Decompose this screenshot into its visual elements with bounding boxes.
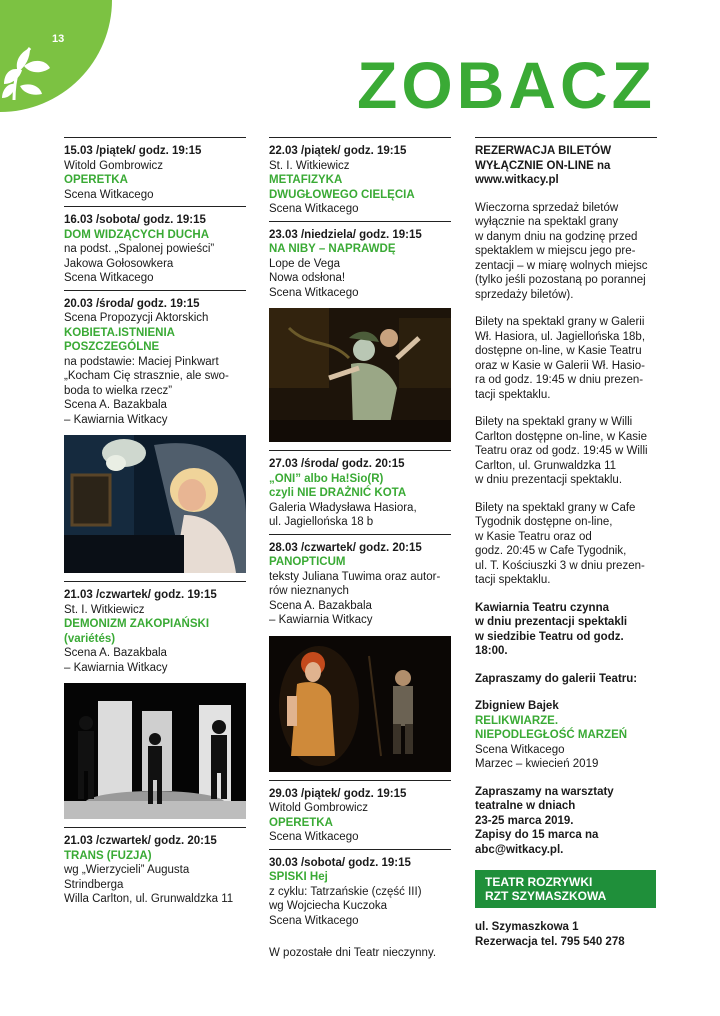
exhibition-artist: Zbigniew Bajek xyxy=(475,700,559,712)
cafe-hours xyxy=(475,601,657,659)
event-date: 21.03 /czwartek/ godz. 19:15 xyxy=(64,589,217,601)
event-entry xyxy=(269,221,451,305)
event-detail: na podst. „Spalonej powieści” xyxy=(64,243,215,255)
paragraph-line: tacji spektaklu. xyxy=(475,574,551,586)
event-venue: Galeria Władysława Hasiora, xyxy=(269,501,417,514)
event-detail: wg „Wierzycieli” Augusta xyxy=(64,864,190,876)
event-entry xyxy=(64,581,246,679)
paragraph-line: Kawiarnia Teatru czynna xyxy=(475,601,609,614)
paragraph-line: godz. 20:45 w Cafe Tygodnik, xyxy=(475,545,627,557)
paragraph-line: 23-25 marca 2019. xyxy=(475,814,574,827)
event-detail: Strindberga xyxy=(64,878,124,891)
hasior-gallery-tickets xyxy=(475,315,657,402)
box-line: TEATR ROZRYWKI xyxy=(485,875,593,889)
event-author: St. I. Witkiewicz xyxy=(269,159,350,172)
page-number: 13 xyxy=(52,33,65,45)
paragraph-line: Bilety na spektakl grany w Willi xyxy=(475,416,633,428)
page-title: ZOBACZ xyxy=(357,48,656,122)
event-detail: wg Wojciecha Kuczoka xyxy=(269,900,388,912)
photo-woman-with-flowers xyxy=(64,435,246,573)
evening-sales-paragraph xyxy=(475,201,657,303)
exhibition-dates: Marzec – kwiecień 2019 xyxy=(475,758,599,770)
paragraph-line: sprzedaży biletów). xyxy=(475,288,574,301)
event-title: POSZCZEGÓLNE xyxy=(64,341,160,353)
event-detail: Nowa odsłona! xyxy=(269,272,346,284)
event-detail: na podstawie: Maciej Pinkwart xyxy=(64,355,219,368)
event-date: 29.03 /piątek/ godz. 19:15 xyxy=(269,787,407,800)
event-entry xyxy=(269,450,451,534)
cafe-tygodnik-tickets xyxy=(475,501,657,588)
event-title: SPISKI Hej xyxy=(269,871,328,883)
paragraph-line: tacji spektaklu. xyxy=(475,388,551,401)
event-title: (variétés) xyxy=(64,632,116,645)
paragraph-line: oraz w Kasie w Galerii Wł. Hasio- xyxy=(475,359,645,372)
event-title: DEMONIZM ZAKOPIAŃSKI xyxy=(64,618,210,630)
paragraph-line: Wł. Hasiora, ul. Jagiellońska 18b, xyxy=(475,330,646,343)
event-date: 27.03 /środa/ godz. 20:15 xyxy=(269,458,405,470)
event-title: TRANS (FUZJA) xyxy=(64,849,152,862)
event-date: 28.03 /czwartek/ godz. 20:15 xyxy=(269,541,422,554)
photo-couple-performance xyxy=(269,308,451,442)
paragraph-line: Zapraszamy na warsztaty xyxy=(475,785,614,798)
paragraph-line: Teatru oraz od godz. 19:45 w Willi xyxy=(475,445,648,457)
theatre-address: ul. Szymaszkowa 1 xyxy=(475,921,579,933)
event-title: METAFIZYKA xyxy=(269,174,343,186)
event-venue: ul. Jagiellońska 18 b xyxy=(269,516,374,528)
event-date: 23.03 /niedziela/ godz. 19:15 xyxy=(269,228,422,241)
event-venue: Scena Witkacego xyxy=(269,831,359,843)
workshop-invite xyxy=(475,785,657,858)
exhibition-title: NIEPODLEGŁOŚĆ MARZEŃ xyxy=(475,729,628,741)
event-date: 22.03 /piątek/ godz. 19:15 xyxy=(269,145,407,157)
event-venue: Scena Witkacego xyxy=(64,272,154,284)
event-entry xyxy=(64,137,246,206)
event-detail: Scena Propozycji Aktorskich xyxy=(64,312,209,324)
paragraph-line: Carlton dostępne on-line, w Kasie xyxy=(475,430,647,443)
event-venue: Scena A. Bazakbala xyxy=(64,399,167,411)
event-entry xyxy=(269,780,451,849)
event-detail: „Kocham Cię strasznie, ale swo- xyxy=(64,370,229,382)
gallery-invite: Zapraszamy do galerii Teatru: xyxy=(475,672,638,685)
event-title: DOM WIDZĄCYCH DUCHA xyxy=(64,228,210,241)
paragraph-line: Bilety na spektakl grany w Galerii xyxy=(475,316,645,328)
paragraph-line: zentacji – w miarę wolnych miejsc xyxy=(475,259,648,272)
event-venue: Scena A. Bazakbala xyxy=(64,647,167,659)
event-date: 30.03 /sobota/ godz. 19:15 xyxy=(269,856,411,869)
event-venue: – Kawiarnia Witkacy xyxy=(64,413,168,426)
event-author: Witold Gombrowicz xyxy=(64,159,164,172)
event-author: St. I. Witkiewicz xyxy=(64,603,145,616)
paragraph-line: Zapisy do 15 marca na xyxy=(475,829,599,841)
event-title: PANOPTICUM xyxy=(269,556,346,568)
event-title: „ONI” albo Ha!Sio(R) xyxy=(269,472,384,485)
event-title: NA NIBY – NAPRAWDĘ xyxy=(269,243,396,255)
photo-three-performers xyxy=(64,683,246,819)
event-author: Witold Gombrowicz xyxy=(269,802,369,814)
event-venue: Scena Witkacego xyxy=(269,286,359,299)
paragraph-line: 18:00. xyxy=(475,645,508,657)
paragraph-line: w dniu prezentacji spektakli xyxy=(475,616,628,628)
paragraph-line: w Kasie Teatru oraz od xyxy=(475,530,592,543)
event-detail: rów nieznanych xyxy=(269,585,349,597)
paragraph-line: w dniu prezentacji spektaklu. xyxy=(475,474,623,486)
event-detail: teksty Juliana Tuwima oraz autor- xyxy=(269,570,441,583)
photo-woman-and-man-stage xyxy=(269,636,451,772)
event-detail: Jakowa Gołosowkera xyxy=(64,257,174,270)
reservation-phone: Rezerwacja tel. 795 540 278 xyxy=(475,935,625,948)
reservation-line: WYŁĄCZNIE ON-LINE na xyxy=(475,159,611,172)
paragraph-line: (tylko jeśli pozostaną po porannej xyxy=(475,274,646,286)
events-column-2 xyxy=(269,137,451,961)
paragraph-line: ul. T. Kościuszki 3 w dniu prezen- xyxy=(475,559,645,572)
paragraph-line: spektaklem w miejscu jego pre- xyxy=(475,245,636,257)
paragraph-line: wyłącznie na spektakl grany xyxy=(475,216,619,228)
event-date: 15.03 /piątek/ godz. 19:15 xyxy=(64,145,202,157)
event-detail: Lope de Vega xyxy=(269,257,340,270)
event-title: czyli NIE DRAŻNIĆ KOTA xyxy=(269,487,407,499)
event-venue: – Kawiarnia Witkacy xyxy=(269,614,373,626)
exhibition-venue: Scena Witkacego xyxy=(475,743,565,756)
exhibition-title: RELIKWIARZE. xyxy=(475,714,559,727)
event-venue: Willa Carlton, ul. Grunwaldzka 11 xyxy=(64,893,234,905)
paragraph-line: teatralne w dniach xyxy=(475,800,576,812)
event-entry xyxy=(64,290,246,432)
info-column xyxy=(475,137,657,949)
paragraph-line: dostępne on-line, w Kasie Teatru xyxy=(475,345,642,357)
website-link[interactable]: www.witkacy.pl xyxy=(475,174,559,186)
box-line: RZT SZYMASZKOWA xyxy=(485,889,607,903)
theatre-name-box xyxy=(475,870,656,908)
paragraph-line: w danym dniu na godzinę przed xyxy=(475,230,638,243)
event-entry xyxy=(269,534,451,632)
paragraph-line: Carlton, ul. Grunwaldzka 11 xyxy=(475,459,617,472)
event-detail: z cyklu: Tatrzańskie (część III) xyxy=(269,885,422,898)
event-entry xyxy=(269,137,451,221)
event-entry xyxy=(64,206,246,290)
reservation-line: REZERWACJA BILETÓW xyxy=(475,145,612,157)
corner-leaf-ornament xyxy=(0,0,115,115)
event-detail: boda to wielka rzecz” xyxy=(64,384,173,397)
exhibition-info xyxy=(475,699,657,772)
event-date: 21.03 /czwartek/ godz. 20:15 xyxy=(64,835,217,847)
event-title: OPERETKA xyxy=(269,816,333,829)
events-column-1 xyxy=(64,137,246,911)
paragraph-line: Tygodnik dostępne on-line, xyxy=(475,516,613,528)
event-entry xyxy=(64,827,246,911)
event-title: DWUGŁOWEGO CIELĘCIA xyxy=(269,188,415,201)
event-venue: Scena Witkacego xyxy=(64,188,154,201)
event-venue: Scena Witkacego xyxy=(269,914,359,927)
closing-note: W pozostałe dni Teatr nieczynny. xyxy=(269,947,437,959)
event-date: 20.03 /środa/ godz. 19:15 xyxy=(64,297,200,310)
event-venue: – Kawiarnia Witkacy xyxy=(64,661,168,674)
event-venue: Scena Witkacego xyxy=(269,203,359,215)
event-date: 16.03 /sobota/ godz. 19:15 xyxy=(64,214,206,226)
paragraph-line: Bilety na spektakl grany w Cafe xyxy=(475,501,636,514)
event-entry xyxy=(269,849,451,933)
event-venue: Scena A. Bazakbala xyxy=(269,599,372,612)
event-title: KOBIETA.ISTNIENIA xyxy=(64,326,175,339)
paragraph-line: Wieczorna sprzedaż biletów xyxy=(475,201,619,214)
paragraph-line: w siedzibie Teatru od godz. xyxy=(475,630,624,643)
event-title: OPERETKA xyxy=(64,174,128,186)
reservation-heading xyxy=(475,137,657,188)
willa-carlton-tickets xyxy=(475,415,657,488)
paragraph-line: ra od godz. 19:45 w dniu prezen- xyxy=(475,374,644,386)
email-link[interactable]: abc@witkacy.pl. xyxy=(475,843,564,856)
